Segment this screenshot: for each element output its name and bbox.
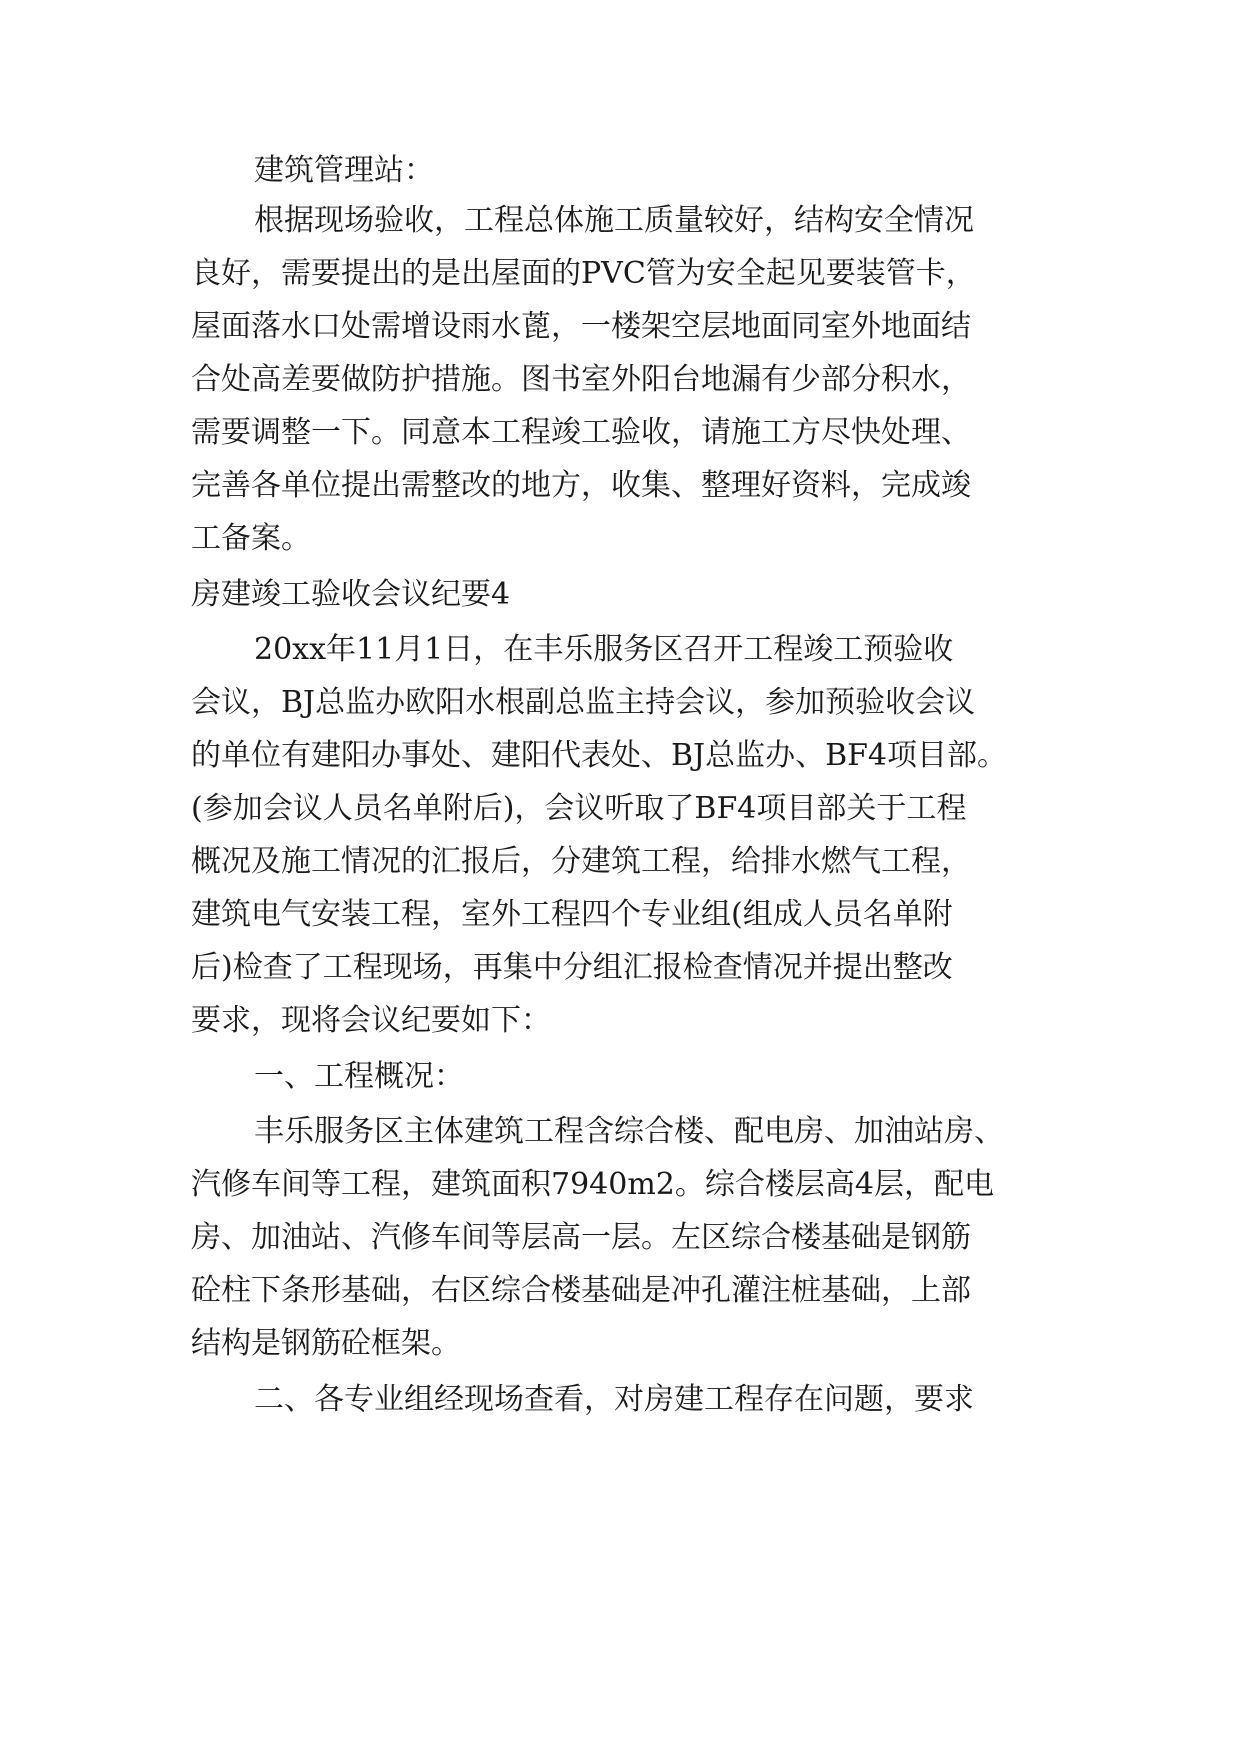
paragraph-line: 概况及施工情况的汇报后，分建筑工程，给排水燃气工程， (191, 844, 971, 879)
paragraph-line: 完善各单位提出需整改的地方，收集、整理好资料，完成竣 (191, 468, 971, 503)
paragraph-line: 工备案。 (191, 521, 311, 556)
paragraph-line: 根据现场验收，工程总体施工质量较好，结构安全情况 (254, 203, 974, 238)
paragraph-line: 合处高差要做防护措施。图书室外阳台地漏有少部分积水， (191, 362, 971, 397)
paragraph-line: 房、加油站、汽修车间等层高一层。左区综合楼基础是钢筋 (191, 1220, 971, 1255)
paragraph-line: 后)检查了工程现场，再集中分组汇报检查情况并提出整改 (191, 950, 953, 985)
paragraph-line: (参加会议人员名单附后)，会议听取了BF4项目部关于工程 (191, 791, 967, 826)
paragraph-line: 20xx年11月1日，在丰乐服务区召开工程竣工预验收 (254, 632, 954, 667)
subsection-heading: 二、各专业组经现场查看，对房建工程存在问题，要求 (254, 1382, 974, 1417)
paragraph-line: 屋面落水口处需增设雨水蓖，一楼架空层地面同室外地面结 (191, 309, 971, 344)
paragraph-line: 良好，需要提出的是出屋面的PVC管为安全起见要装管卡， (191, 256, 976, 291)
subsection-heading: 一、工程概况： (254, 1059, 464, 1094)
paragraph-line: 会议，BJ总监办欧阳水根副总监主持会议，参加预验收会议 (191, 685, 976, 720)
paragraph-line: 要求，现将会议纪要如下： (191, 1003, 551, 1038)
paragraph-line: 丰乐服务区主体建筑工程含综合楼、配电房、加油站房、 (254, 1114, 1004, 1149)
paragraph-line: 汽修车间等工程，建筑面积7940m2。综合楼层高4层，配电 (191, 1167, 994, 1202)
paragraph-line: 结构是钢筋砼框架。 (191, 1326, 461, 1361)
paragraph-line: 的单位有建阳办事处、建阳代表处、BJ总监办、BF4项目部。 (191, 738, 1008, 773)
section-heading: 房建竣工验收会议纪要4 (191, 577, 511, 612)
paragraph-line: 需要调整一下。同意本工程竣工验收，请施工方尽快处理、 (191, 415, 971, 450)
paragraph-line: 砼柱下条形基础，右区综合楼基础是冲孔灌注桩基础，上部 (191, 1273, 971, 1308)
recipient-line: 建筑管理站： (254, 153, 434, 188)
paragraph-line: 建筑电气安装工程，室外工程四个专业组(组成人员名单附 (191, 897, 953, 932)
